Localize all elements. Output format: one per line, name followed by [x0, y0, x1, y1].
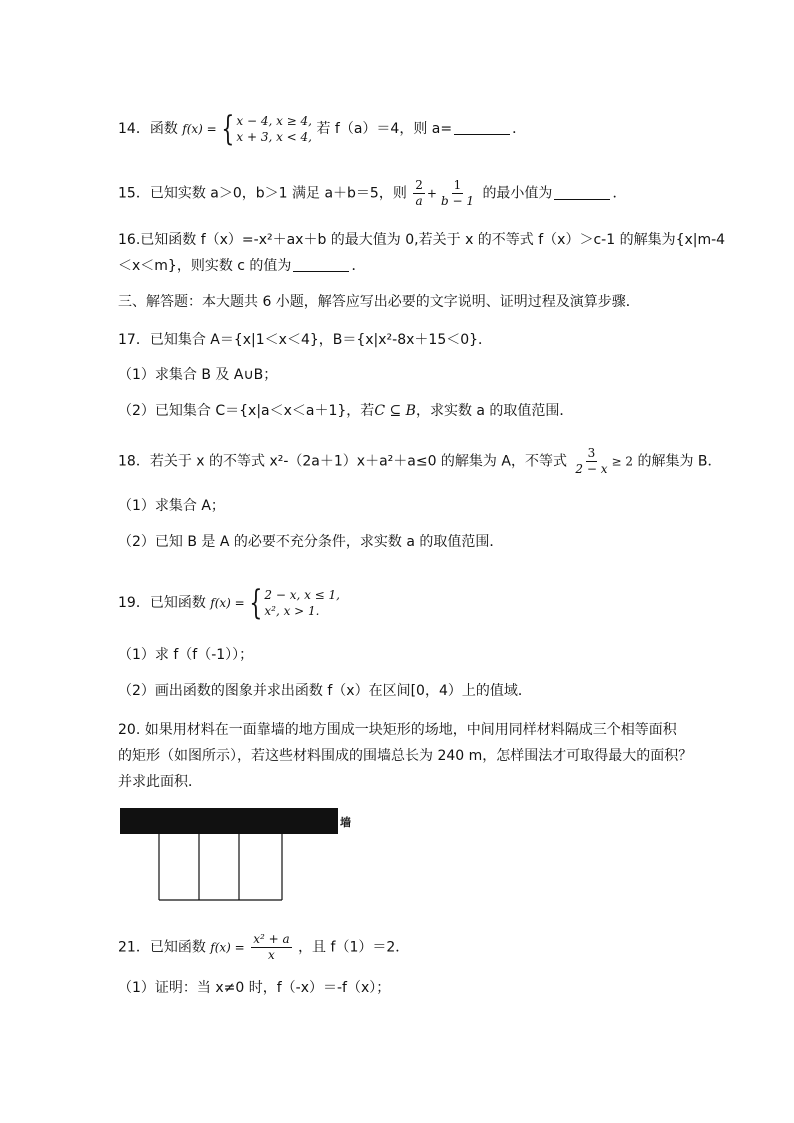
q14-end: ． — [512, 121, 527, 137]
q15-frac1 — [413, 178, 425, 209]
q18-frac-den: 2 − x — [575, 462, 608, 476]
q21-frac-den: x — [268, 948, 275, 962]
q19-case1: 2 − x, x ≤ 1, — [264, 588, 340, 602]
q14-prefix: 14．函数 — [118, 121, 178, 137]
q14-case1: x − 4, x ≥ 4, — [236, 114, 312, 128]
q21-prefix: 21．已知函数 — [118, 939, 206, 956]
q19-stem — [118, 583, 340, 623]
q19-case2: x², x > 1. — [264, 604, 320, 618]
q20-line1: 20. 如果用材料在一面靠墙的地方围成一块矩形的场地，中间用同样材料隔成三个相等面积 — [118, 722, 677, 738]
q17-part2-suffix: ，求实数 a 的取值范围． — [415, 403, 574, 419]
q19-piecewise — [210, 583, 340, 623]
q17-part2-prefix: （2）已知集合 C＝{x|a＜x＜a＋1}，若 — [118, 403, 375, 419]
q16-answer-blank[interactable] — [293, 257, 349, 272]
q15-frac2-num: 1 — [453, 178, 462, 192]
q21-frac — [251, 932, 291, 963]
q19-cases — [264, 587, 340, 619]
q16-line2 — [118, 256, 365, 276]
q15-end: ． — [612, 185, 627, 202]
q15-frac1-num: 2 — [415, 178, 423, 192]
q18-suffix: 的解集为 B． — [637, 453, 722, 470]
wall-label: 墙 — [340, 816, 351, 829]
q21-part1: （1）证明：当 x≠0 时，f（-x）＝-f（x）； — [118, 980, 391, 996]
q15-plus: + — [426, 186, 437, 201]
q20-line2: 的矩形（如图所示），若这些材料围成的围墙总长为 240 m，怎样围法才可取得最大的面积？ — [118, 748, 693, 764]
q15-frac1-den: a — [415, 194, 423, 208]
q16-line2-prefix: ＜x＜m}，则实数 c 的值为 — [118, 258, 292, 274]
q14-case2: x + 3, x < 4, — [236, 130, 312, 144]
q16-line1: 16.已知函数 f（x）=-x²＋ax＋b 的最大值为 0,若关于 x 的不等式 f（x）＞c-1 的解集为{x|m-4 — [118, 232, 726, 248]
q19-part2: （2）画出函数的图象并求出函数 f（x）在区间[0，4）上的值域． — [118, 683, 532, 699]
q17-part1: （1）求集合 B 及 A∪B； — [118, 367, 278, 383]
q14-answer-blank[interactable] — [454, 120, 510, 135]
q19-prefix: 19．已知函数 — [118, 595, 206, 611]
q19-brace: { — [249, 583, 263, 623]
q21-frac-num: x² + a — [253, 932, 290, 946]
q15-frac2 — [439, 178, 476, 209]
q17-stem: 17．已知集合 A＝{x|1＜x＜4}，B＝{x|x²-8x＋15＜0}． — [118, 332, 493, 348]
q18-stem — [118, 446, 722, 477]
section-3-heading: 三、解答题：本大题共 6 小题，解答应写出必要的文字说明、证明过程及演算步骤． — [118, 294, 640, 310]
q14-line — [118, 109, 527, 149]
q14-suffix: 若 f（a）＝4，则 a= — [316, 121, 453, 137]
q18-frac — [573, 446, 609, 477]
q21-fname: f(x) = — [210, 940, 245, 955]
q14-piecewise — [182, 109, 312, 149]
q14-brace: { — [221, 109, 235, 149]
wall-bar — [120, 808, 338, 834]
q19-part1: （1）求 f（f（-1））； — [118, 647, 254, 663]
q15-prefix: 15．已知实数 a＞0，b＞1 满足 a＋b＝5，则 — [118, 185, 407, 202]
q18-part2: （2）已知 B 是 A 的必要不充分条件，求实数 a 的取值范围． — [118, 534, 504, 550]
q17-subset: C ⊆ B — [374, 403, 416, 419]
q19-fname: f(x) = — [210, 596, 245, 610]
q16-end: ． — [351, 258, 366, 274]
q18-prefix: 18．若关于 x 的不等式 x²-（2a＋1）x＋a²＋a≤0 的解集为 A，不等式 — [118, 453, 567, 470]
q18-geq: ≥ 2 — [611, 454, 634, 469]
q15-suffix: 的最小值为 — [482, 185, 553, 202]
q14-fname: f(x) = — [182, 122, 217, 136]
q21-suffix: ，且 f（1）＝2． — [298, 939, 410, 956]
q17-part2 — [118, 401, 573, 421]
q21-stem — [118, 932, 409, 963]
q20-wall-diagram — [118, 806, 368, 902]
q18-frac-num: 3 — [587, 446, 596, 460]
q20-line3: 并求此面积． — [118, 774, 202, 790]
q15-line — [118, 178, 626, 209]
q15-frac2-den: b − 1 — [440, 194, 474, 208]
q18-part1: （1）求集合 A； — [118, 498, 225, 514]
q14-cases — [236, 113, 312, 145]
q15-answer-blank[interactable] — [554, 185, 610, 200]
